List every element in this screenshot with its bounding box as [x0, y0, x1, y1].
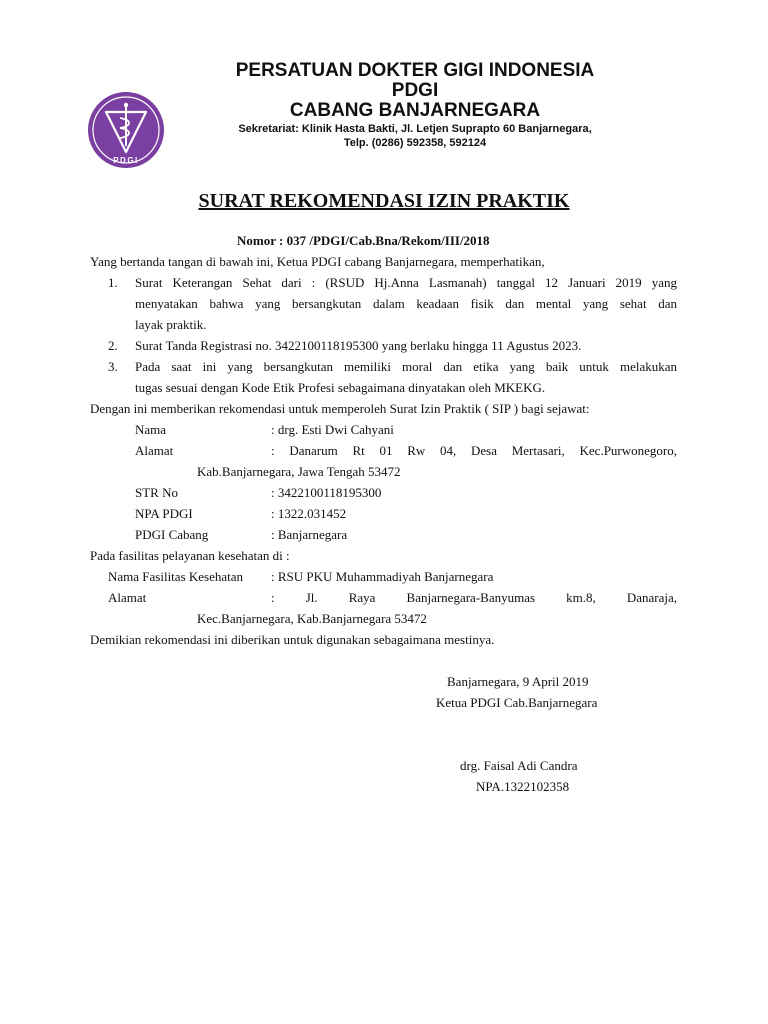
org-address: Sekretariat: Klinik Hasta Bakti, Jl. Letjen Suprapto 60 Banjarnegara, — [238, 123, 592, 135]
letter-number: Nomor : 037 /PDGI/Cab.Bna/Rekom/III/2018 — [237, 233, 490, 248]
field-value: : drg. Esti Dwi Cahyani — [271, 422, 394, 437]
point-line: menyatakan bahwa yang bersangkutan dalam keadaan fisik dan mental yang sehat dan — [135, 296, 677, 311]
org-name: PERSATUAN DOKTER GIGI INDONESIA — [235, 60, 595, 81]
svg-text:PDGI: PDGI — [113, 156, 139, 165]
field-label: Nama Fasilitas Kesehatan — [108, 569, 244, 584]
recommend-text: Dengan ini memberikan rekomendasi untuk memperoleh Surat Izin Praktik ( SIP ) bagi sejawat: — [90, 401, 590, 416]
field-value: : 3422100118195300 — [271, 485, 382, 500]
point-line: layak praktik. — [135, 317, 207, 332]
signature-place-date: Banjarnegara, 9 April 2019 — [447, 674, 589, 689]
field-value: : Banjarnegara — [271, 527, 348, 542]
point-line: Pada saat ini yang bersangkutan memiliki moral dan etika yang baik untuk melakukan — [135, 359, 677, 374]
closing-text: Demikian rekomendasi ini diberikan untuk digunakan sebagaimana mestinya. — [90, 632, 495, 647]
field-label: PDGI Cabang — [135, 527, 209, 542]
signature-position: Ketua PDGI Cab.Banjarnegara — [436, 695, 598, 710]
field-label: Nama — [135, 422, 167, 437]
field-label: NPA PDGI — [135, 506, 193, 521]
field-value: Kab.Banjarnegara, Jawa Tengah 53472 — [197, 464, 401, 479]
field-value: : Jl. Raya Banjarnegara-Banyumas km.8, Danaraja, — [271, 590, 677, 605]
point-line: Surat Keterangan Sehat dari : (RSUD Hj.Anna Lasmanah) tanggal 12 Januari 2019 yang — [135, 275, 677, 290]
org-abbr: PDGI — [391, 80, 439, 101]
point-number: 2. — [108, 338, 118, 353]
facility-intro: Pada fasilitas pelayanan kesehatan di : — [90, 548, 290, 563]
org-phone: Telp. (0286) 592358, 592124 — [343, 137, 487, 149]
field-value: : 1322.031452 — [271, 506, 347, 521]
field-value: : Danarum Rt 01 Rw 04, Desa Mertasari, Kec.Purwonegoro, — [271, 443, 677, 458]
intro-text: Yang bertanda tangan di bawah ini, Ketua PDGI cabang Banjarnegara, memperhatikan, — [90, 254, 545, 269]
field-label: Alamat — [108, 590, 147, 605]
pdgi-logo-icon — [86, 90, 166, 170]
point-line: tugas sesuai dengan Kode Etik Profesi sebagaimana dinyatakan oleh MKEKG. — [135, 380, 546, 395]
signature-name: drg. Faisal Adi Candra — [460, 758, 578, 773]
field-label: Alamat — [135, 443, 174, 458]
field-label: STR No — [135, 485, 178, 500]
point-number: 3. — [108, 359, 118, 374]
field-value: Kec.Banjarnegara, Kab.Banjarnegara 53472 — [197, 611, 427, 626]
org-branch: CABANG BANJARNEGARA — [289, 100, 541, 121]
point-number: 1. — [108, 275, 118, 290]
point-line: Surat Tanda Registrasi no. 3422100118195300 yang berlaku hingga 11 Agustus 2023. — [135, 338, 582, 353]
field-value: : RSU PKU Muhammadiyah Banjarnegara — [271, 569, 494, 584]
letter-title: SURAT REKOMENDASI IZIN PRAKTIK — [198, 190, 570, 212]
signature-npa: NPA.1322102358 — [476, 779, 570, 794]
